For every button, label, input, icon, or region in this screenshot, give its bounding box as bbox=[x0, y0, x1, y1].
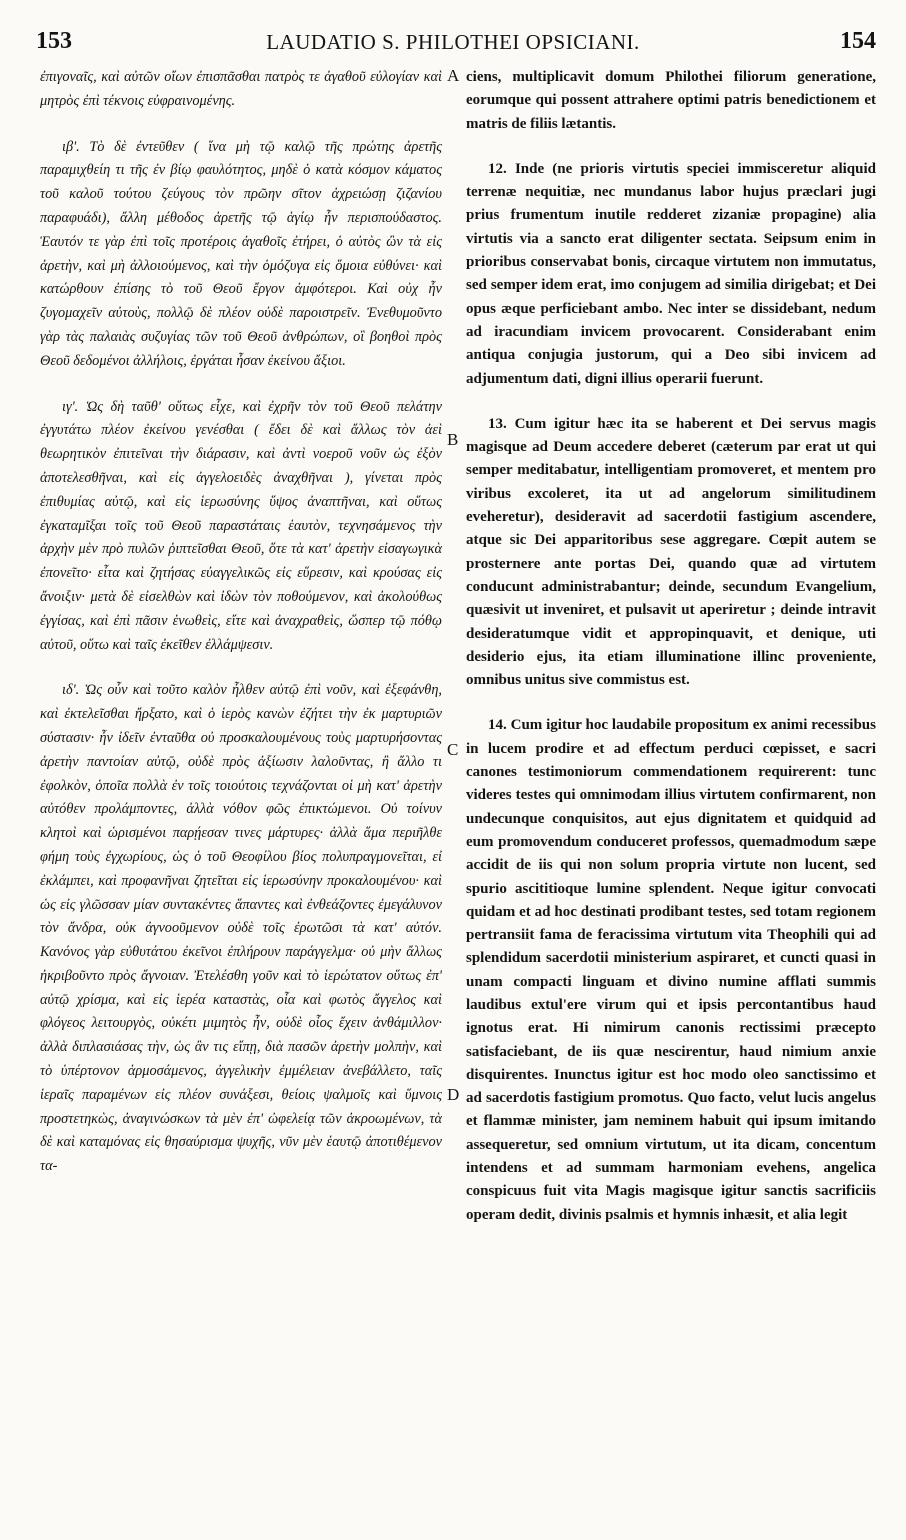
margin-letter-c: C bbox=[447, 740, 459, 759]
greek-column bbox=[40, 66, 442, 1201]
margin-letter-d: D bbox=[447, 1085, 460, 1104]
running-title: LAUDATIO S. PHILOTHEI OPSICIANI. bbox=[266, 30, 640, 54]
latin-paragraph-continuation: ciens, multiplicavit domum Philothei filiorum generatione, eorumque qui possent attrahere optimi patris benedictionem et matris de filiis lætantis. bbox=[466, 69, 876, 132]
latin-column bbox=[466, 66, 876, 1249]
latin-paragraph-12: 12. Inde (ne prioris virtutis speciei immisceretur aliquid terrenæ nequitiæ, nec mundanus labor hujus præclari jugi prius frumentum inutile redderet zizaniæ propagine) alia virtutis via a sancto erat diligenter sectata. Seipsum enim in prioribus conservabat bonis, circaque virtutem non immutatus, sed semper idem erat, imo conjugem ad similia dirigebat; et Dei opus æque perficiebant ambo. Nec inter se dissidebant, nedum ad iracundiam invicem provocarent. Considerabant enim antiqua conjugia justorum, qui a Deo sibi invicem ad adjumentum dati, digni illius operarii fuerunt. bbox=[466, 160, 876, 387]
margin-letter-a: A bbox=[447, 66, 460, 85]
latin-paragraph-14: 14. Cum igitur hoc laudabile propositum ex animi recessibus in lucem prodire et ad effectum perduci cœpisset, e sacri canones testimoniorum commendationem requirerent: tunc videres testes qui omnimodam illius virtutem confirmarent, non undecunque conquisitos, aut ejus dignitatem et quidquid ad eum promovendum conduceret professos, quemadmodum sæpe accidit de iis qui non solum propria virtute non lucent, sed spurio ascititioque lumine splendent. Neque igitur convocati quidam et ad hoc destinati prodibant testes, sed totam regionem pertransiit fama de feracissima virtutum vita Theophili qui ad splendidum sacerdotii ministerium aspiraret, et cuncti quasi in unam compacti linguam et divino numine afflati summis laudibus extul'ere virum qui et ipsis percontantibus haud ignotus erat. Hi nimirum canonis rectissimi præcepto satisfaciebant, de iis quæ nescirentur, haud nimium anxie disquirentes. Inunctus igitur est hoc modo oleo sanctissimo et ad sacerdotis fastigium promotus. Quo facto, velut lucis angelus et flammæ minister, jam neminem habuit qui ipsum imitando assequeretur, sed omnium virtutum, ut ita dicam, concentum intendens et ad summam harmoniam evehens, angelica conspicuus fuit vita Magis magisque igitur sanctis sacrificiis operam dedit, divinis psalmis et hymnis inhæsit, et alia legit bbox=[466, 717, 876, 1223]
latin-paragraph-13: 13. Cum igitur hæc ita se haberent et Dei servus magis magisque ad Deum accedere deberet (cæterum par erat ut qui semper meditabatur, intelligentiam promoveret, et mentem pro viribus excoleret, ita ut ad angelorum similitudinem eveheretur), desideravit ad sacerdotii fastigium ascendere, atque sic Dei apparitoribus sese aggregare. Cœpit autem se prosternere ante portas Dei, quando quæ ad virtutem conducunt administrabantur; deinde, secundum Evangelium, quæsivit ut inveniret, et pulsavit ut aperiretur ; deinde intravit desideratumque vidit et appropinquavit, et denique, uti desiderio ejus, ita etiam illuminatione illinc provenientе, omnibus unitus sive commistus est. bbox=[466, 415, 876, 689]
greek-paragraph-13: ιγ'. Ὡς δὴ ταῦθ' οὕτως εἶχε, καὶ ἐχρῆν τὸν τοῦ Θεοῦ πελάτην ἐγγυτάτω πλέον ἐκείνου γενέσθαι ( ἔδει δὲ καὶ ἄλλως τὸν ἀεὶ θεωρητικὸν ἐπιτεῖναι τὴν διάρασιν, καὶ ἀντὶ νοεροῦ νοῦν ὡς ἐξὸν ἀποτελεσθῆναι, καὶ εἰς ἀγγελοειδὲς ἀναχθῆναι ), γίνεται πρὸς ἐπιθυμίας αὐτῷ, καὶ εἰς ἱερωσύνης ὕψος ἀναπτῆναι, καὶ οὕτως ἐγκαταμῖξαι τοῖς τοῦ Θεοῦ παραστάταις ἑαυτὸν, τεχνησάμενος τὴν ἀρχὴν μὲν πρὸ πυλῶν ῥιπτεῖσθαι Θεοῦ, ὅτε τὰ κατ' ἀρετὴν εἰσαγωγικὰ ἐπονεῖτο· εἶτα καὶ ζητήσας εὐαγγελικῶς εἰς εὕρεσιν, καὶ κρούσας εἰς ἄνοιξιν· μετὰ δὲ εἰσελθὼν καὶ ἰδὼν τὸν ποθούμενον, καὶ ἀκολούθως ἐγγίσας, καὶ ἐπὶ πᾶσιν ἑνωθεὶς, εἴτε καὶ ἀναχραθεὶς, ὥσπερ τῷ πόθῳ αὐτοῦ, οὕτω καὶ ταῖς ἐκεῖθεν ἐλλάμψεσιν. bbox=[40, 398, 442, 653]
greek-paragraph-continuation: ἐπιγοναῖς, καὶ αὐτῶν οἴων ἐπισπᾶσθαι πατρὸς τε ἀγαθοῦ εὐλογίαν καὶ μητρὸς ἐπὶ τέκνοις εὐφραινομένης. bbox=[40, 69, 442, 109]
page-number-left: 153 bbox=[36, 28, 72, 54]
greek-paragraph-12: ιβ'. Τὸ δὲ ἐντεῦθεν ( ἵνα μὴ τῷ καλῷ τῆς πρώτης ἀρετῆς παραμιχθείη τι τῆς ἐν βίῳ φαυλότητος, μηδὲ ὁ κατὰ κόσμον κάματος τοῦ καλοῦ τούτου ζεύγους τὸν πρῶην σῖτον ἀχρειώσῃ ζιζανίου παραφυάδι), ἄλλη μέθοδος ἀρετῆς τῷ ἁγίῳ ἦν περισπούδαστος. Ἑαυτόν τε γὰρ ἐπὶ τοῖς προτέροις ἀγαθοῖς ἐτήρει, ὁ αὐτὸς ὢν τὰ εἰς ἀρετὴν, καὶ μὴ ἀλλοιούμενος, καὶ τὴν ὁμόζυγα εἰς ὅμοια εὐθύνει· καὶ κατώρθουν ἐπίσης τὸ τοῦ Θεοῦ ἔργον ἀμφότεροι. Καὶ οὐχ ἦν ζυγομαχεῖν αὐτοὺς, πολλῷ δὲ πλέον οὐδὲ παροιστρεῖν. Ἐνεθυμοῦντο γὰρ τὰς παλαιὰς συζυγίας τῶν τοῦ Θεοῦ ἀνθρώπων, οἳ βοηθοὶ πρὸς Θεοῦ δεδομένοι ἀλλήλοις, ἐργάται ἦσαν ἐκείνου ἄξιοι. bbox=[40, 138, 442, 369]
page-number-right: 154 bbox=[840, 28, 876, 54]
margin-letter-b: B bbox=[447, 430, 459, 449]
page-header bbox=[0, 28, 906, 68]
greek-paragraph-14: ιδ'. Ὡς οὖν καὶ τοῦτο καλὸν ἦλθεν αὐτῷ ἐπὶ νοῦν, καὶ ἐξεφάνθη, καὶ ἐκτελεῖσθαι ἤρξατο, καὶ ὁ ἱερὸς κανὼν ἐζήτει τὴν ἐκ μαρτυριῶν σύστασιν· ἦν ἰδεῖν ἐνταῦθα οὐ προσκαλουμένους τοὺς μαρτυρήσοντας ἀρετὴν παντοίαν αὐτῷ, οὐδὲ πρὸς ἀξίωσιν λαλοῦντας, ἢ ἄλλο τι ἐφολκὸν, ὁποῖα πολλὰ ἐν τοῖς τοιούτοις τεχνάζονται οἱ μὴ κατ' ἀρετὴν αὐτόθεν προλάμποντες, ἀλλὰ νόθον φῶς ἐπικτώμενοι. Οὐ τοίνυν κλητοὶ καὶ ὡρισμένοι παρῄεσαν τινες μάρτυρες· ἀλλὰ ἅμα περιῆλθε φήμη τοὺς ἐγχωρίους, ὡς ὁ τοῦ Θεοφίλου βίος πολυπραγμονεῖται, εἰ ἐκλάμπει, καὶ προφανῆναι ζητεῖται εἰς ἱερωσύνην προκαλουμένου· καὶ ὡς εἰς γλῶσσαν μίαν συντακέντες ἅπαντες καὶ ἐνθεάζοντες ἐμεγάλυνον τὸν ἄνδρα, οὐκ ἀγνοοῦμενον οὐδὲ τοῖς ἐρωτῶσι τὰ κατ' αὐτόν. Κανόνος γὰρ εὐθυτάτου ἐκεῖνοι ἐπλήρουν παράγγελμα· οὐ μὴν ἄλλως ἠκριβοῦντο πρὸς ἄγνοιαν. Ἐτελέσθη γοῦν καὶ τὸ ἱερώτατον οὕτως ἐπ' αὐτῷ χρίσμα, καὶ εἰς ἱερέα καταστὰς, οἷα καὶ φωτὸς ἄγγελος καὶ φλόγεος λειτουργὸς, οὐκέτι μιμητὸς ἦν, οὐδὲ οἷος ἔχειν ἀνθάμιλλον· ἀλλὰ διπλασιάσας τὴν, ὡς ἂν τις εἴπῃ, διὰ πασῶν ἀρετὴν μολπὴν, καὶ τὸ ὑπέρτονον ἁρμοσάμενος, ἀγγελικὴν ἐμμέλειαν ἀνεβάλλετο, ταῖς ἱεραῖς παραμένων εἰς πλέον συνάξεσι, θείοις ψαλμοῖς καὶ ὕμνοις προστετηκὼς, ἀναγινώσκων τὰ μὲν ἐπ' ὠφελείᾳ τῶν ἀκροωμένων, τὰ δὲ καὶ καταμόνας εἰς θησαύρισμα ψυχῆς, νῦν μὲν ἑαυτῷ ἀποτιθέμενον τα- bbox=[40, 682, 442, 1175]
